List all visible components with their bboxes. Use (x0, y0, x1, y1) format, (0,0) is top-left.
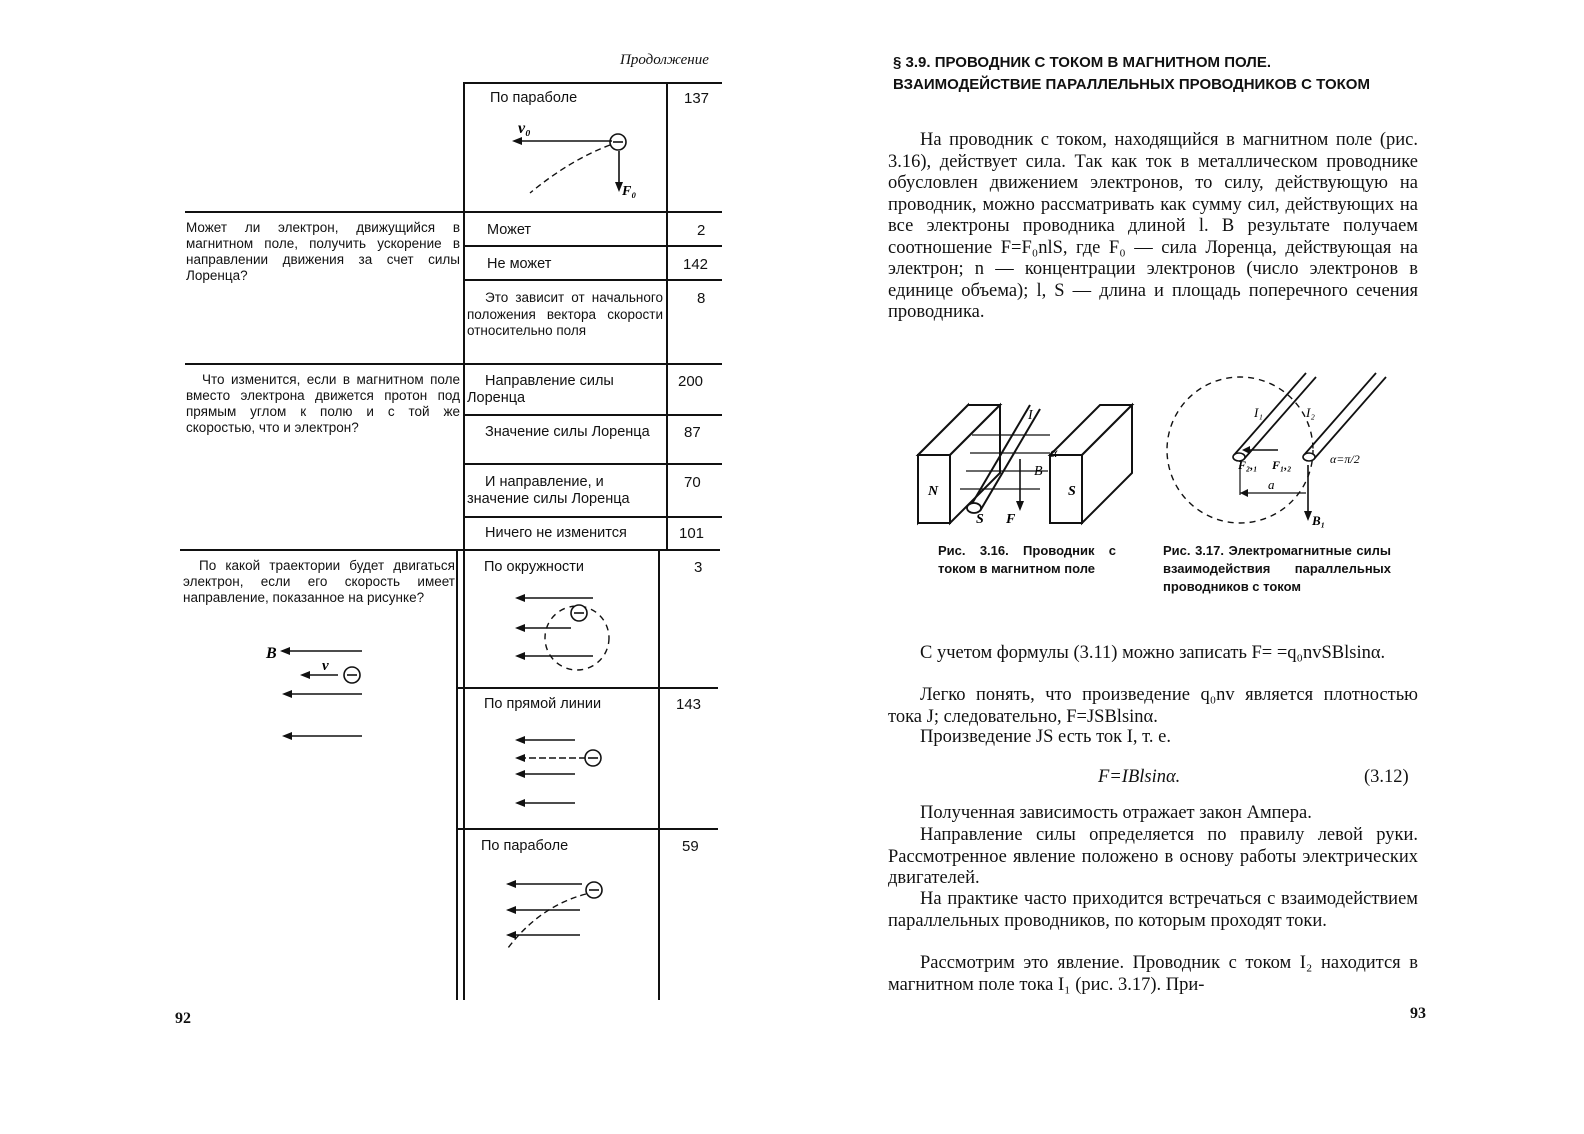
answer-text: Может (487, 222, 532, 238)
f12-label: F₁,₂ (1272, 458, 1292, 472)
table-col-divider-right-upper (666, 82, 668, 550)
formula: F=IBlsinα. (1098, 767, 1181, 787)
answer-text: Ничего не изменится (485, 525, 627, 541)
paragraph: Направление силы определяется по правилу левой руки. Рассмотренное явление положено в основу работы электрических двигателей. (888, 825, 1418, 888)
question-text: Что изменится, если в магнитном поле вместо электрона движется протон под прямым углом к полю и с той же скоростью, что и электрон? (186, 372, 460, 435)
figure-3-17-caption: Рис. 3.17. Электромагнитные силы взаимодействия параллельных проводников с током (1163, 543, 1391, 594)
alpha-label: α (1050, 446, 1058, 461)
answer-text: Не может (487, 256, 552, 272)
question-text: По какой траектории будет двигаться электрон, если его скорость имеет направление, показанное на рисунке? (183, 558, 455, 605)
table-col-divider-left (463, 82, 465, 1000)
paragraph: Легко понять, что произведение q₀nv является плотностью тока J; следовательно, F=JSBlsinα. (888, 685, 1418, 727)
answer-text: Направление силы Лоренца (467, 373, 614, 406)
answer-text: Это зависит от начального положения вектора скорости относительно поля (467, 290, 663, 338)
n-pole-label: N (928, 484, 939, 499)
answer-code: 200 (678, 373, 704, 390)
b-field-label: B (1034, 464, 1043, 479)
table-row-divider (463, 414, 722, 416)
answer-code: 101 (679, 525, 705, 542)
answer-text: Значение силы Лоренца (485, 424, 650, 440)
f0-label: F₀ (622, 184, 637, 199)
answer-code: 8 (697, 290, 706, 307)
distance-label: a (1268, 477, 1275, 492)
s-pole-label: S (1068, 484, 1076, 499)
paragraph: Произведение JS есть ток I, т. е. (920, 727, 1171, 747)
parabola-trajectory-diagram (500, 868, 630, 958)
table-row-divider (180, 549, 720, 551)
table-row-divider (463, 516, 722, 518)
current-label: I (1028, 408, 1033, 423)
v0-label: v₀ (518, 120, 531, 137)
table-top-border (463, 82, 722, 84)
table-row-divider (463, 463, 722, 465)
table-col-divider-left-lower (456, 550, 458, 1000)
figure-3-17 (1160, 365, 1410, 530)
answer-text: По параболе (481, 838, 569, 854)
answer-code: 3 (694, 559, 703, 576)
answer-code: 59 (682, 838, 699, 855)
paragraph: Полученная зависимость отражает закон Ампера. (920, 803, 1312, 823)
circle-trajectory-diagram (505, 588, 635, 678)
straight-trajectory-diagram (505, 728, 635, 818)
angle-label: α=π/2 (1330, 452, 1360, 466)
paragraph: Рассмотрим это явление. Проводник с током I₂ находится в магнитном поле тока I₁ (рис. 3.17). При- (888, 953, 1418, 995)
answer-text: По окружности (484, 559, 584, 575)
answer-code: 70 (684, 474, 701, 491)
answer-code: 143 (676, 696, 702, 713)
paragraph: На практике часто приходится встречаться с взаимодействием параллельных проводников, по которым проходят токи. (888, 889, 1418, 931)
table-row-divider (463, 279, 722, 281)
table-row-divider (456, 828, 718, 830)
figure-3-16-caption: Рис. 3.16. Проводник с током в магнитном поле (938, 543, 1116, 576)
formula-number: (3.12) (1364, 767, 1409, 787)
i1-label: I₁ (1254, 405, 1263, 420)
page-number-right: 93 (1410, 1005, 1426, 1022)
figure-3-16 (910, 395, 1150, 530)
answer-code: 2 (697, 222, 706, 239)
table-row-divider (185, 211, 722, 213)
question-text: Может ли электрон, движущийся в магнитном поле, получить ускорение в направлении движения за счет силы Лоренца? (186, 220, 460, 283)
s-end-label: S (976, 512, 984, 527)
force-label: F (1006, 512, 1016, 527)
answer-code: 137 (684, 90, 710, 107)
table-row-divider (456, 687, 718, 689)
continuation-label: Продолжение (620, 52, 709, 68)
table-row-divider (463, 245, 722, 247)
b1-label: B₁ (1312, 513, 1326, 528)
b-label: B (266, 645, 277, 662)
paragraph: С учетом формулы (3.11) можно записать F= =q₀nvSBlsinα. (920, 643, 1386, 663)
answer-text: По параболе (490, 90, 578, 106)
answer-text: По прямой линии (484, 696, 602, 712)
answer-text: И направление, и значение силы Лоренца (467, 474, 630, 507)
section-heading: § 3.9. ПРОВОДНИК С ТОКОМ В МАГНИТНОМ ПОЛЕ. ВЗАИМОДЕЙСТВИЕ ПАРАЛЛЕЛЬНЫХ ПРОВОДНИКОВ С ТОКОМ (893, 54, 1370, 93)
parabola-force-diagram (500, 115, 660, 210)
paragraph: На проводник с током, находящийся в магнитном поле (рис. 3.16), действует сила. Так как ток в металлическом проводнике обусловлен движением электронов, то силу, действующую на проводник, можно рассматривать как сумму сил, действующих на все электроны проводника длиной l. В результате получаем соотношение F=F₀nlS, где F₀ — сила Лоренца, действующая на электрон; n — концентрации электронов (число электронов в единице объема); l, S — длина и площадь поперечного сечения проводника. (888, 130, 1418, 322)
table-col-divider-right-lower (658, 550, 660, 1000)
answer-code: 142 (683, 256, 709, 273)
table-row-divider (185, 363, 722, 365)
i2-label: I₂ (1306, 405, 1315, 420)
answer-code: 87 (684, 424, 701, 441)
page-number-left: 92 (175, 1010, 191, 1027)
question-field-diagram (260, 638, 380, 748)
v-label: v (322, 658, 329, 674)
f21-label: F₂,₁ (1238, 458, 1258, 472)
